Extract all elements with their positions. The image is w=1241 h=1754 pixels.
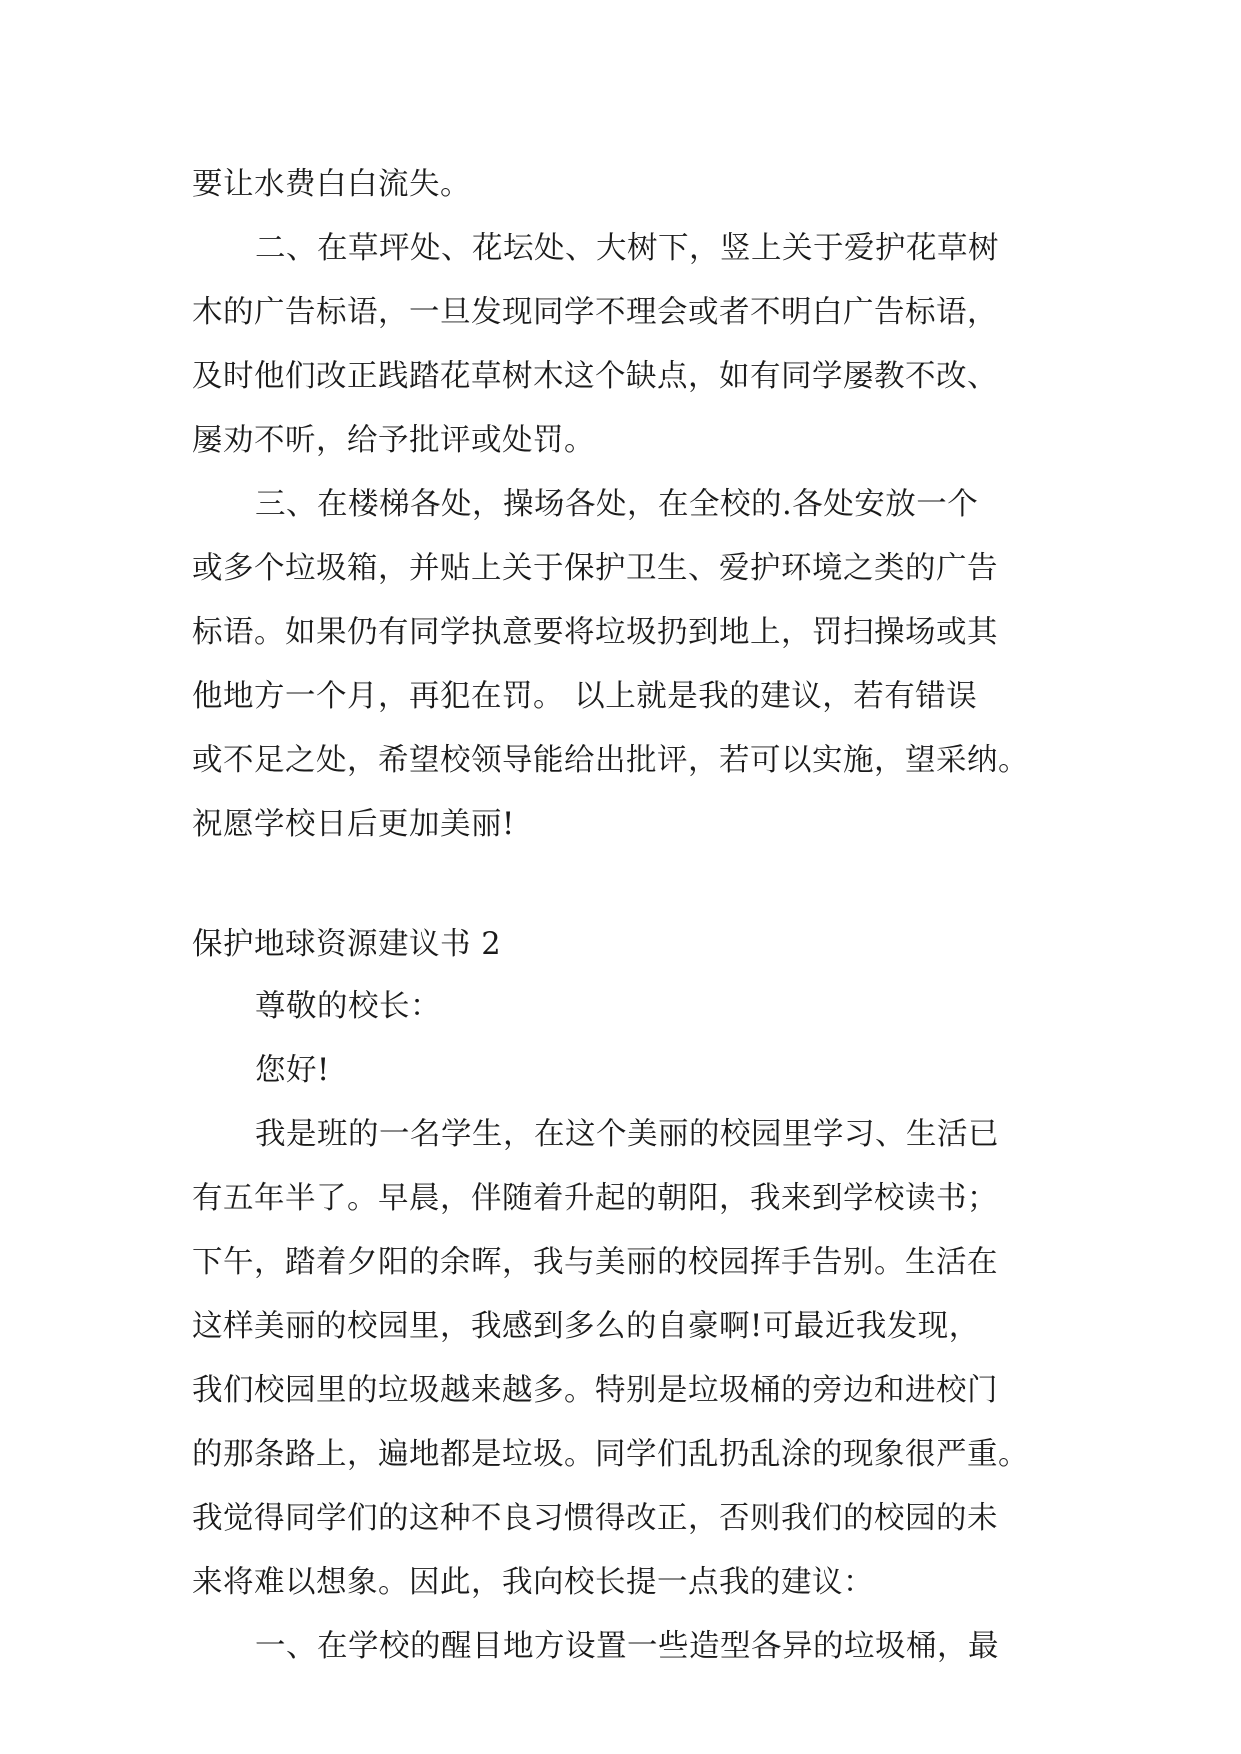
text-line: 屡劝不听，给予批评或处罚。 [192,423,595,458]
text-line: 二、在草坪处、花坛处、大树下，竖上关于爱护花草树 [255,231,999,266]
text-line: 或多个垃圾箱，并贴上关于保护卫生、爱护环境之类的广告 [192,551,998,586]
text-line: 下午，踏着夕阳的余晖，我与美丽的校园挥手告别。生活在 [192,1245,998,1280]
greeting: 您好! [255,1053,330,1088]
text-line: 祝愿学校日后更加美丽! [192,807,515,842]
text-line: 这样美丽的校园里，我感到多么的自豪啊!可最近我发现， [192,1309,980,1344]
text-line: 标语。如果仍有同学执意要将垃圾扔到地上，罚扫操场或其 [192,615,998,650]
text-line: 一、在学校的醒目地方设置一些造型各异的垃圾桶，最 [255,1629,999,1664]
text-line: 及时他们改正践踏花草树木这个缺点，如有同学屡教不改、 [192,359,998,394]
text-line: 他地方一个月，再犯在罚。 以上就是我的建议，若有错误 [192,679,978,714]
text-line: 三、在楼梯各处，操场各处，在全校的.各处安放一个 [255,487,979,522]
section-heading: 保护地球资源建议书 2 [192,927,502,962]
text-line: 我们校园里的垃圾越来越多。特别是垃圾桶的旁边和进校门 [192,1373,998,1408]
salutation: 尊敬的校长： [255,989,441,1024]
text-line: 来将难以想象。因此，我向校长提一点我的建议： [192,1565,874,1600]
text-line: 的那条路上，遍地都是垃圾。同学们乱扔乱涂的现象很严重。 [192,1437,1029,1472]
text-line: 或不足之处，希望校领导能给出批评，若可以实施，望采纳。 [192,743,1029,778]
text-line: 木的广告标语，一旦发现同学不理会或者不明白广告标语， [192,295,998,330]
text-line: 要让水费白白流失。 [192,167,471,202]
text-line: 我觉得同学们的这种不良习惯得改正，否则我们的校园的未 [192,1501,998,1536]
text-line: 我是班的一名学生，在这个美丽的校园里学习、生活已 [255,1117,999,1152]
text-line: 有五年半了。早晨，伴随着升起的朝阳，我来到学校读书； [192,1181,998,1216]
